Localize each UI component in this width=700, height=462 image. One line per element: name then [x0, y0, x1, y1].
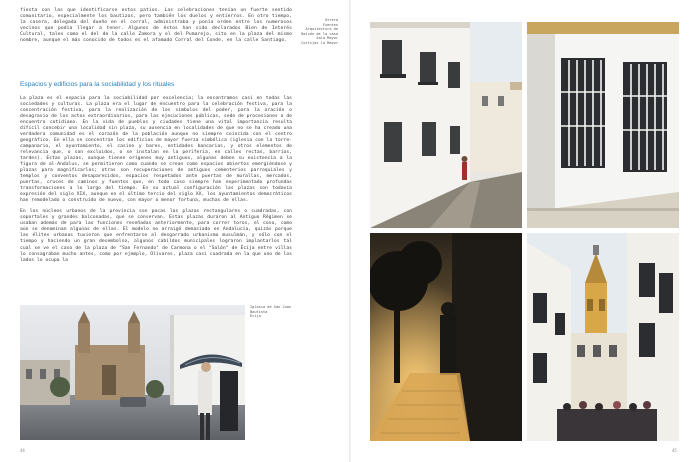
section-heading: Espacios y edificios para la sociabilidad y los rituales — [20, 81, 175, 88]
intro-paragraph — [20, 8, 292, 44]
page-number-left: 44 — [20, 448, 25, 453]
body-paragraph-2: En los núcleos urbanos de la provincia son pocas las plazas rectangulares o cuadradas, con soportales y grandes balconadas, que se conservan. Estas plazas duraron al Antiguo Régimen se usaban además de para las funciones reseñadas anteriormente, para correr toros, el coso, como aún se denominan algunas de ellas. El modelo no arraigó demasiado en Andalucía, quizás porque las élites urbanas tuvieron que enfrentarse al desgarrado urbanismo musulmán, y sólo con el tiempo y haciendo un gran desembolso, algunos cabildos municipales lograron implantarlos tal cual se ve el caso de la plaza de "San Fernando" de Carmona o el "Salón" de Écija entre villas lo consagraban mucho antes, como por ejemplo, Olivares, plaza casi cuadrada en la que uno de los lados lo ocupa la — [20, 209, 292, 263]
street-photo — [370, 22, 522, 228]
caption-line: Utrera — [325, 18, 338, 22]
page-number-right: 45 — [672, 448, 677, 453]
caption-line: Sala Mayor — [316, 36, 338, 41]
church-umbrella-photo — [20, 305, 245, 440]
spine-gutter — [349, 0, 351, 462]
caption-line: Balcón de la casa — [301, 31, 338, 36]
photo-caption-right — [298, 18, 338, 46]
body-text — [20, 91, 292, 268]
sunset-photo — [370, 233, 522, 441]
photo-caption-bottom — [250, 305, 294, 319]
caption-line: Arquitectura de — [305, 27, 338, 32]
caption-line: Cortijos la Mayor — [301, 40, 338, 45]
intro-text: fiesta con las que identificarse estos patios. Las celebraciones tenían un fuerte sentido comunitario, especialmente los bautizos, pero también los duelos y entierros. En otro tiempo, la casera, delegada del dueño en el corral, administraba y ponía orden entre los numerosos vecinos que podía llegar a tener. Algunos de éstos han sido declarados Bien de Interés Cultural, tales como el del de la calle Zamora y el del Pumarejo, sito en la plaza del mismo nombre, aunque el más conocido de todos es el afamado Corral del Conde, en la calle Santiago. — [20, 8, 292, 44]
tower-photo — [527, 233, 679, 441]
body-paragraph-1: La plaza es el espacio para la sociabilidad por excelencia; la encontramos casi en todas las sociedades y culturas. La plaza era el lugar de encuentro para la celebración festiva, para la concentración festiva, para la realización de los símbolos del poder, para la oración o desagravio de los actos extraordinarios, para las ejecuciones públicas, sede de procesiones o de encuentro cotidiano. En la vida de pueblos y ciudades tiene una vital importancia resulta difícil concebir una localidad sin plaza, su ausencia en localidades de que no se ha creado una verdadera comunidad es el corazón de la población aunque no siempre coincida con el centro geográfico. En ella se concentran los edificios de mayor fuerza simbólica (iglesia con la torre-campanario, el ayuntamiento, el casino y bares, entidades bancarias, y otros elementos de relevancia que, o son excluidos, o se instalan en la periferia, en calles rectas, barrios, tardes). Estas plazas, aunque tienen orígenes muy antiguos, algunas deben su existencia a la figura de al-Andalus, se permitieron como cuando se crean como espacios abiertos emergiéndose y plazas para magnificarlos; otras son recuperaciones de antiguos cementerios parroquiales y templos y conventos desaparecidos, espacios respetados ante puertas de murallas, mercados, puertas, cruces de caminos y fuentes que, en todo caso siempre han experimentado profundas transformaciones a lo largo del tiempo. En su actual configuración las plazas son todavía expresión del siglo XIX, aunque en el último tercio del siglo XX, los ayuntamientos democráticos han remodelado o construido de nuevo, con mayor o menor fortuna, muchas de ellas. — [20, 95, 292, 204]
caption-line: Iglesia de San Juan Bautista — [250, 305, 292, 314]
grille-photo — [527, 22, 679, 228]
caption-line: Écija — [250, 314, 261, 319]
caption-line: Fuentes — [322, 22, 338, 27]
